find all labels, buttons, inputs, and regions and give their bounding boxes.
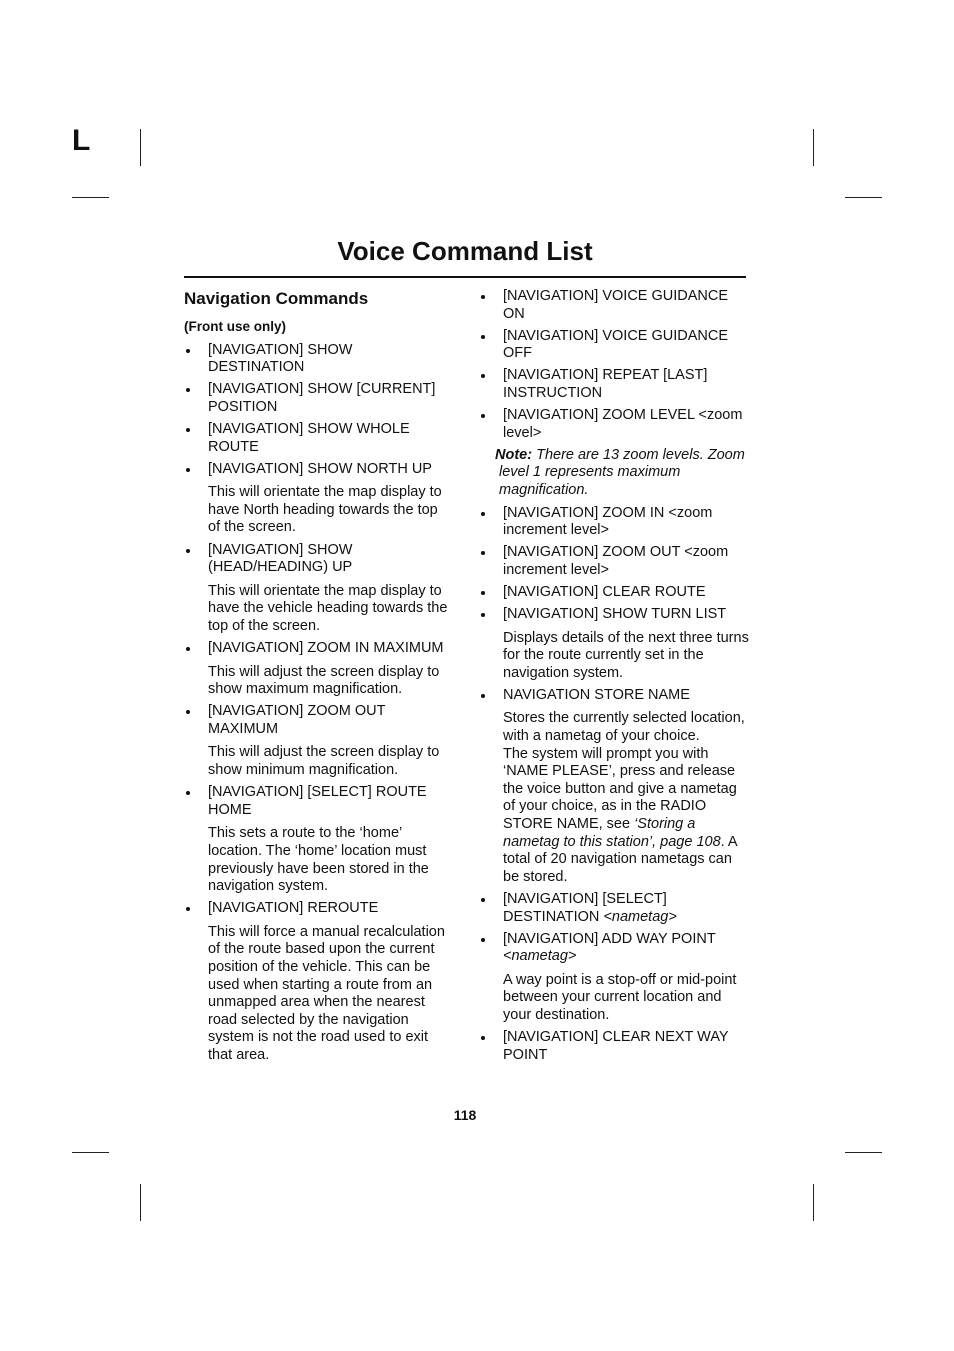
- list-item: [184, 342, 450, 377]
- note: [479, 447, 749, 500]
- command-description: This will orientate the map display to have North heading towards the top of the screen.: [208, 484, 442, 536]
- crop-mark: [140, 1184, 141, 1221]
- list-item: [479, 407, 749, 442]
- description-text: Stores the currently selected location, with a nametag of your choice.: [503, 710, 745, 745]
- list-item: [479, 931, 749, 1025]
- command-text: [NAVIGATION] SHOW NORTH UP: [208, 460, 432, 477]
- command-text: [NAVIGATION] ZOOM IN <zoom increment level>: [503, 504, 713, 539]
- list-item: [479, 367, 749, 402]
- crop-mark: [813, 1184, 814, 1221]
- description-text: The system will prompt you with ‘NAME PLEASE’, press and release the voice button and give a nametag of your choice, as in the RADIO STORE NAME, see: [503, 745, 737, 833]
- command-text: [NAVIGATION] SHOW [CURRENT] POSITION: [208, 381, 436, 415]
- command-text: [NAVIGATION] VOICE GUIDANCE OFF: [503, 327, 729, 362]
- right-column: [479, 288, 749, 1069]
- command-text: [NAVIGATION] VOICE GUIDANCE ON: [503, 288, 729, 322]
- command-text: [NAVIGATION] ADD WAY POINT: [503, 930, 716, 947]
- note-text: There are 13 zoom levels. Zoom level 1 represents maximum magnification.: [499, 446, 745, 498]
- list-item: [184, 421, 450, 456]
- list-item: [479, 584, 749, 602]
- left-column: [184, 288, 450, 1069]
- crop-mark: [140, 129, 141, 166]
- list-item: [184, 784, 450, 896]
- list-item: [479, 606, 749, 682]
- crop-mark: [845, 197, 882, 198]
- command-text: [NAVIGATION] SHOW DESTINATION: [208, 341, 353, 376]
- command-text: [NAVIGATION] ZOOM IN MAXIMUM: [208, 640, 444, 656]
- list-item: [479, 288, 749, 323]
- list-item: [184, 703, 450, 779]
- command-description: Displays details of the next three turns for the route currently set in the navigation system.: [503, 629, 749, 681]
- command-text: [NAVIGATION] SHOW (HEAD/HEADING) UP: [208, 541, 353, 576]
- command-list: [479, 505, 749, 1065]
- command-text: [NAVIGATION] CLEAR ROUTE: [503, 583, 706, 600]
- command-text: [NAVIGATION] SHOW WHOLE ROUTE: [208, 420, 410, 455]
- command-description: This will adjust the screen display to show maximum magnification.: [208, 663, 440, 698]
- command-list: [479, 288, 749, 442]
- crop-mark: [72, 197, 109, 198]
- list-item: [479, 505, 749, 540]
- command-text: [NAVIGATION] ZOOM OUT <zoom increment level>: [503, 544, 729, 578]
- command-parameter: <nametag>: [603, 908, 677, 925]
- command-text: [NAVIGATION] [SELECT] DESTINATION: [503, 890, 667, 925]
- list-item: [184, 900, 450, 1064]
- command-text: NAVIGATION STORE NAME: [503, 686, 690, 703]
- command-description: A way point is a stop-off or mid-point between your current location and your destination.: [503, 971, 737, 1023]
- page-number: 118: [453, 1107, 477, 1123]
- command-text: [NAVIGATION] ZOOM OUT MAXIMUM: [208, 703, 386, 737]
- title-rule: [184, 276, 746, 278]
- command-text: [NAVIGATION] CLEAR NEXT WAY POINT: [503, 1029, 729, 1063]
- list-item: [479, 687, 749, 887]
- command-text: [NAVIGATION] SHOW TURN LIST: [503, 606, 727, 622]
- command-text: [NAVIGATION] ZOOM LEVEL <zoom level>: [503, 407, 743, 441]
- list-item: [184, 640, 450, 699]
- subheading: (Front use only): [184, 319, 286, 334]
- crop-mark: [845, 1152, 882, 1153]
- page-title: Voice Command List: [337, 236, 593, 266]
- list-item: [184, 542, 450, 636]
- command-description: This will orientate the map display to have the vehicle heading towards the top of the screen.: [208, 582, 448, 634]
- command-description: This sets a route to the ‘home’ location. The ‘home’ location must previously have been stored in the navigation system.: [208, 825, 429, 895]
- command-list: [184, 342, 450, 1065]
- list-item: [479, 1029, 749, 1064]
- command-text: [NAVIGATION] REROUTE: [208, 900, 379, 917]
- command-parameter: <nametag>: [503, 948, 577, 965]
- list-item: [184, 461, 450, 537]
- command-text: [NAVIGATION] REPEAT [LAST] INSTRUCTION: [503, 367, 708, 401]
- crop-mark: [72, 1152, 109, 1153]
- list-item: [184, 381, 450, 416]
- crop-mark: [813, 129, 814, 166]
- command-text: [NAVIGATION] [SELECT] ROUTE HOME: [208, 784, 427, 818]
- list-item: [479, 891, 749, 926]
- page-reference: ‘Storing a nametag to this station’, page 108: [503, 816, 721, 850]
- list-item: [479, 328, 749, 363]
- command-description: This will adjust the screen display to show minimum magnification.: [208, 744, 440, 779]
- section-heading: Navigation Commands: [184, 289, 369, 308]
- command-description: This will force a manual recalculation of the route based upon the current position of the vehicle. This can be used when starting a route from an unmapped area when the nearest road selected by the navigation system is not the road used to exit that area.: [208, 923, 445, 1063]
- command-description: [503, 710, 749, 886]
- list-item: [479, 544, 749, 579]
- description-text: . A total of 20 navigation nametags can be stored.: [503, 833, 737, 885]
- note-label: Note:: [495, 446, 533, 463]
- section-mark: L: [72, 124, 91, 157]
